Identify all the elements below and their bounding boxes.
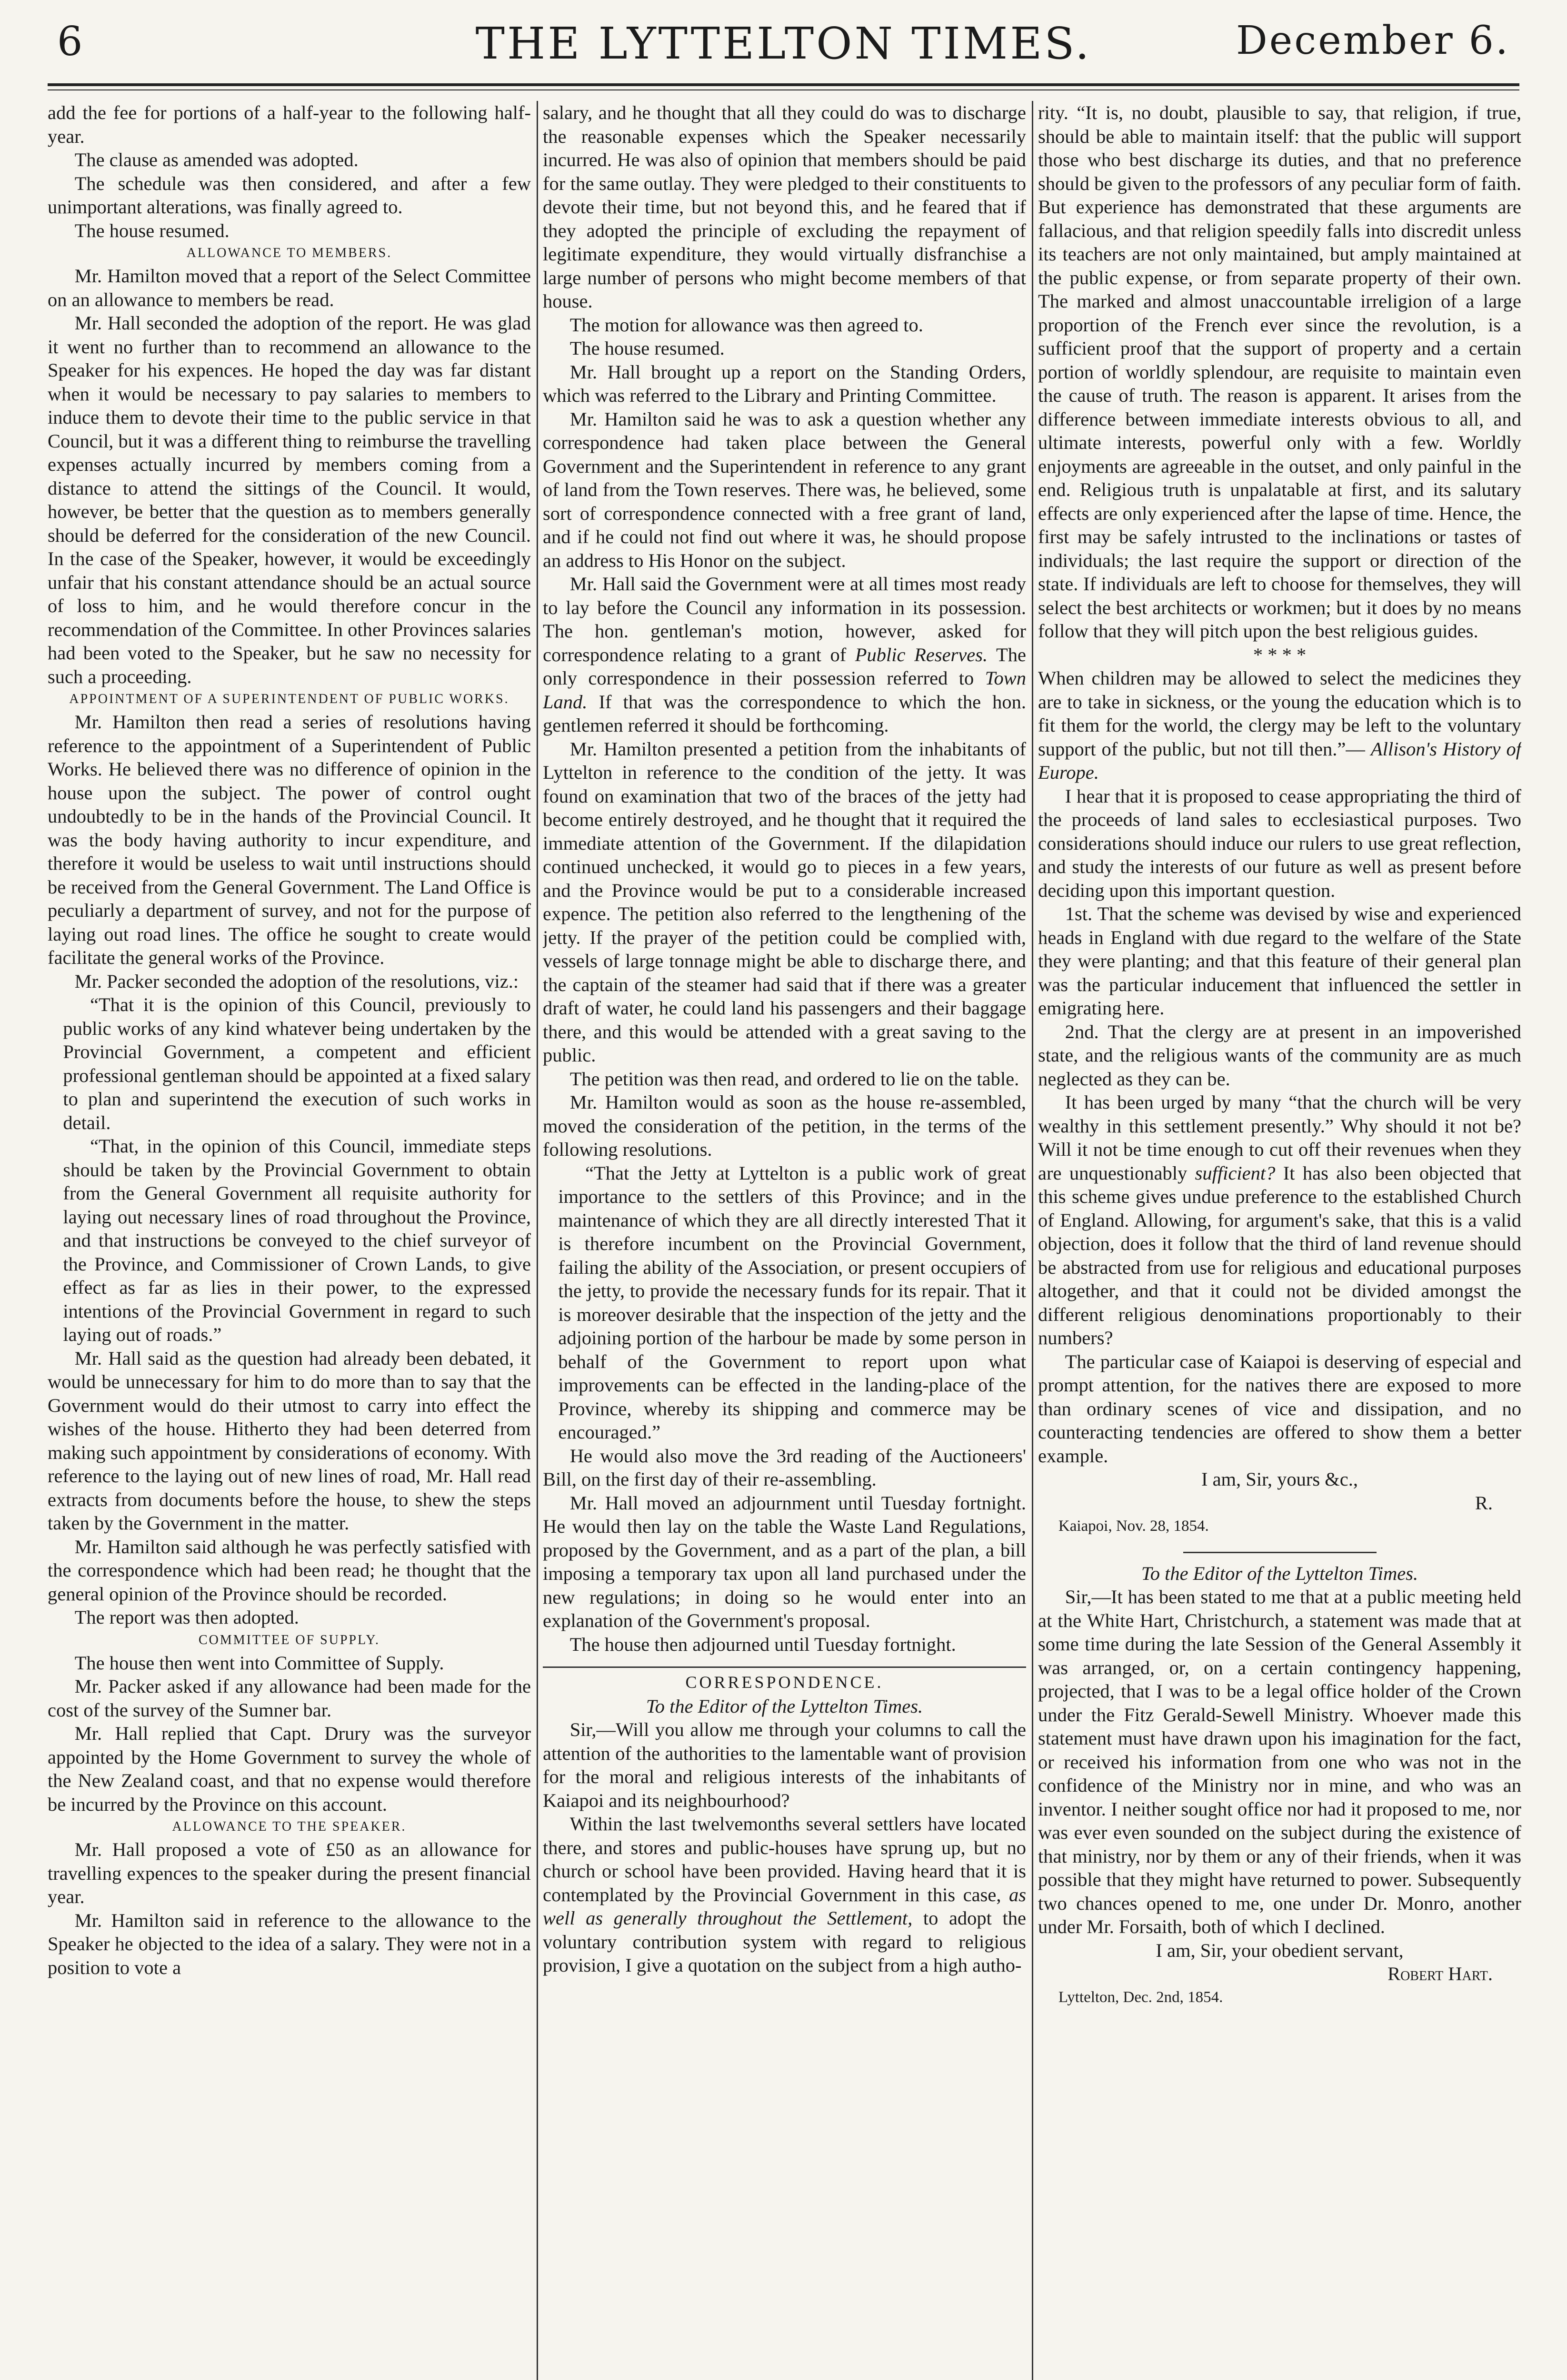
column-divider bbox=[1032, 101, 1033, 2380]
letter-salutation-heading: To the Editor of the Lyttelton Times. bbox=[1141, 1562, 1418, 1584]
letter-paragraph: 1st. That the scheme was devised by wise and experienced heads in England with due regard to the welfare of the State they were planting; and that this feature of their general plan was the particular inducement that influenced the settler in emigrating here. bbox=[1038, 903, 1521, 1019]
resolution-quote: “That the Jetty at Lyttelton is a public work of great importance to the settlers of this Province; and in the maintenance of which they are all directly interested That it is therefore incumbent on the Provincial Government, failing the ability of the Association, or present occupiers of the jetty, to provide the necessary funds for its repair. That it is moreover desirable that the inspection of the jetty and the adjoining portion of the harbour be made by some person in behalf of the Government to report upon what improvements can be effected in the landing-place of the Province, whereby its shipping and commerce may be encouraged.” bbox=[558, 1162, 1026, 1443]
paragraph: The report was then adopted. bbox=[74, 1606, 299, 1628]
column-divider bbox=[537, 101, 538, 2380]
section-heading: COMMITTEE OF SUPPLY. bbox=[198, 1632, 380, 1647]
letter-paragraph: It has been urged by many “that the church will be very wealthy in this settlement presently.” Why should it not be? Will it not be time enough to cut off their revenues when they are unquestionably sufficient? It has also been objected that this scheme gives undue preference to the established Church of England. Allowing, for argument's sake, that this is a valid objection, does it follow that the third of land revenue should be abstracted from use for religious and educational purposes altogether, and that it could not be divided amongst the different religious denominations proportionably to their numbers? bbox=[1038, 1091, 1521, 1349]
column-2 bbox=[543, 101, 1026, 2380]
letter-paragraph: The particular case of Kaiapoi is deserving of especial and prompt attention, for the natives there are exposed to more than ordinary scenes of vice and dissipation, and no counteracting tendencies are offered to show them a better example. bbox=[1038, 1350, 1521, 1467]
letter-place-date: Kaiapoi, Nov. 28, 1854. bbox=[1058, 1517, 1209, 1535]
paragraph: Mr. Hall brought up a report on the Standing Orders, which was referred to the Library and Printing Committee. bbox=[543, 361, 1026, 406]
letter-paragraph: Sir,—Will you allow me through your columns to call the attention of the authorities to the lamentable want of provision for the moral and religious interests of the inhabitants of Kaiapoi and its neighbourhood? bbox=[543, 1719, 1026, 1811]
paragraph: He would also move the 3rd reading of the Auctioneers' Bill, on the first day of their re-assembling. bbox=[543, 1445, 1026, 1490]
paragraph: Mr. Hall moved an adjournment until Tuesday fortnight. He would then lay on the table the Waste Land Regulations, proposed by the Government, and as a part of the plan, a bill imposing a temporary tax upon all land purchased under the new regulations; in doing so he would enter into an explanation of the Government's proposal. bbox=[543, 1492, 1026, 1631]
paragraph: Mr. Hamilton said in reference to the allowance to the Speaker he objected to the idea of a salary. They were not in a position to vote a bbox=[48, 1909, 531, 1978]
letter-separator bbox=[1183, 1552, 1377, 1553]
correspondence-heading: CORRESPONDENCE. bbox=[685, 1673, 884, 1692]
letter-closing: I am, Sir, your obedient servant, bbox=[1156, 1939, 1404, 1961]
issue-date: December 6. bbox=[1236, 18, 1510, 63]
paragraph: The motion for allowance was then agreed to. bbox=[569, 314, 923, 336]
letter-paragraph: Sir,—It has been stated to me that at a public meeting held at the White Hart, Christchurch, a statement was made that at some time during the late Session of the General Assembly it was arranged, or, on a certain contingency happening, projected, that I was to be a legal office holder of the Crown under the Fitz Gerald-Sewell Ministry. Whoever made this statement must have drawn upon his imagination for the fact, or received his information from one who was not in the confidence of the Ministry nor in mine, and who was an inventor. I neither sought office nor had it proposed to me, nor was ever even sounded on the subject during the existence of that ministry, nor by them or any of their friends, when it was possible that they might have returned to power. Subsequently two chances opened to me, one under Dr. Monro, another under Mr. Forsaith, both of which I declined. bbox=[1038, 1586, 1521, 1937]
paragraph: Mr. Hamilton presented a petition from the inhabitants of Lyttelton in reference to the condition of the jetty. It was found on examination that two of the braces of the jetty had become entirely destroyed, and he thought that it required the immediate attention of the Government. If the dilapidation continued unchecked, it would go to pieces in a few years, and the Province would be put to a considerable increased expence. The petition also referred to the lengthening of the jetty. If the prayer of the petition could be complied with, vessels of large tonnage might be able to discharge there, and the captain of the steamer had said that if there was a greater draft of water, he could land his passengers and their baggage there, and this would be attended with a great saving to the public. bbox=[543, 738, 1026, 1066]
paragraph: salary, and he thought that all they could do was to discharge the reasonable expenses which the Speaker necessarily incurred. He was also of opinion that members should be paid for the same outlay. They were pledged to their constituents to devote their time, but not beyond this, and he feared that if they adopted the principle of excluding the repayment of legitimate expenditure, they would virtually disfranchise a large number of persons who might become members of that house. bbox=[543, 102, 1026, 312]
letter-signature: Robert Hart. bbox=[1387, 1963, 1493, 1984]
letter-paragraph: I hear that it is proposed to cease appropriating the third of the proceeds of land sales to ecclesiastical purposes. Two considerations should induce our rulers to use great reflection, and study the interests of our future as well as present before deciding upon this important question. bbox=[1038, 785, 1521, 901]
letter-paragraph: rity. “It is, no doubt, plausible to say, that religion, if true, should be able to maintain itself: that the public will support those who best discharge its duties, and that no preference should be given to the professors of any peculiar form of faith. But experience has demonstrated that these arguments are fallacious, and that religion speedily falls into discredit unless its teachers are not only maintained, but amply maintained at the public expense, or from separate property of their own. The marked and almost unaccountable irreligion of a large proportion of the French ever since the revolution, is a sufficient proof that the support of property and a certain portion of worldly splendour, are requisite to maintain even the cause of truth. The reason is apparent. It arises from the difference between immediate interests obvious to all, and ultimate interests, powerful only with a few. Worldly enjoyments are agreeable in the outset, and only painful in the end. Religious truth is unpalatable at first, and its salutary effects are only experienced after the lapse of time. Hence, the first may be safely intrusted to the inclinations or tastes of individuals; the last require the support or direction of the state. If individuals are left to choose for themselves, they will select the best architects or workmen; but it does by no means follow that they will pitch upon the best religious guides. bbox=[1038, 102, 1521, 642]
section-heading: ALLOWANCE TO THE SPEAKER. bbox=[172, 1819, 407, 1834]
letter-place-date: Lyttelton, Dec. 2nd, 1854. bbox=[1058, 1988, 1223, 2006]
letter-signature: R. bbox=[1475, 1492, 1493, 1514]
letter-salutation-heading: To the Editor of the Lyttelton Times. bbox=[646, 1695, 923, 1717]
paragraph: The house then adjourned until Tuesday fortnight. bbox=[569, 1633, 956, 1655]
paragraph: Mr. Hall said the Government were at all times most ready to lay before the Council any information in its possession. The hon. gentleman's motion, however, asked for correspondence relating to a grant of Public Reserves. The only correspondence in their possession referred to Town Land. If that was the correspondence to which the hon. gentlemen referred it should be forthcoming. bbox=[543, 573, 1026, 736]
paragraph: Mr. Hamilton moved that a report of the Select Committee on an allowance to members be read. bbox=[48, 265, 531, 310]
section-heading: APPOINTMENT OF A SUPERINTENDENT OF PUBLIC WORKS. bbox=[69, 692, 509, 706]
paragraph: The schedule was then considered, and after a few unimportant alterations, was finally agreed to. bbox=[48, 172, 531, 218]
letter-paragraph: When children may be allowed to select the medicines they are to take in sickness, or the young the education which is to fit them for the world, the clergy may be left to the voluntary support of the public, but not till then.”— Allison's History of Europe. bbox=[1038, 667, 1521, 783]
letter-closing: I am, Sir, yours &c., bbox=[1201, 1468, 1358, 1490]
paragraph: Mr. Hamilton said although he was perfectly satisfied with the correspondence which had been read; he thought that the general opinion of the Province should be recorded. bbox=[48, 1536, 531, 1605]
section-rule bbox=[543, 1666, 1026, 1668]
masthead bbox=[48, 14, 1519, 81]
paragraph: Mr. Hall proposed a vote of £50 as an allowance for travelling expences to the speaker during the present financial year. bbox=[48, 1839, 531, 1907]
paragraph: The house resumed. bbox=[74, 219, 230, 241]
resolution-quote: “That it is the opinion of this Council, previously to public works of any kind whatever being undertaken by the Provincial Government, a competent and efficient professional gentleman should be appointed at a fixed salary to plan and superintend the execution of such works in detail. bbox=[63, 994, 531, 1133]
paragraph: Mr. Hall seconded the adoption of the report. He was glad it went no further than to recommend an allowance to the Speaker for his expences. He hoped the day was far distant when it would be necessary to pay salaries to members to induce them to devote their time to the public service in that Council, but it was a different thing to reimburse the travelling expenses actually incurred by members coming from a distance to attend the sittings of the Council. It would, however, be better that the question as to members generally should be deferred for the consideration of the new Council. In the case of the Speaker, however, it would be exceedingly unfair that his constant attendance should be an actual source of loss to him, and he would therefore concur in the recommendation of the Committee. In other Provinces salaries had been voted to the Speaker, but he saw no necessity for such a proceeding. bbox=[48, 312, 531, 687]
column-3 bbox=[1038, 101, 1521, 2380]
masthead-rule-thin bbox=[48, 89, 1519, 90]
paragraph: Mr. Packer asked if any allowance had been made for the cost of the survey of the Sumner bar. bbox=[48, 1676, 531, 1721]
letter-paragraph: 2nd. That the clergy are at present in an impoverished state, and the religious wants of the community are as much neglected as they can be. bbox=[1038, 1021, 1521, 1090]
newspaper-title: THE LYTTELTON TIMES. bbox=[475, 18, 1092, 69]
page-number: 6 bbox=[57, 18, 83, 65]
ellipsis-stars: * * * * bbox=[1253, 644, 1307, 665]
letter-paragraph: Within the last twelvemonths several settlers have located there, and stores and public-houses have sprung up, but no church or school have been provided. Having heard that it is contemplated by the Provincial Government in this case, as well as generally throughout the Settlement, to adopt the voluntary contribution system with regard to religious provision, I give a quotation on the subject from a high autho- bbox=[543, 1813, 1026, 1976]
paragraph: Mr. Hamilton then read a series of resolutions having reference to the appointment of a Superintendent of Public Works. He believed there was no difference of opinion in the house upon the subject. The power of control ought undoubtedly to be in the hands of the Provincial Council. It was the body having authority to incur expenditure, and therefore it would be useless to wait until instructions should be received from the General Government. The Land Office is peculiarly a department of survey, and not for the purpose of laying out road lines. The office he sought to create would facilitate the general works of the Province. bbox=[48, 711, 531, 968]
resolution-quote: “That, in the opinion of this Council, immediate steps should be taken by the Provincial Government to obtain from the General Government all requisite authority for laying out necessary lines of road throughout the Province, and that instructions be conveyed to the chief surveyor of the Province, and Commissioner of Crown Lands, to give effect as far as lies in their power, to the expressed intentions of the Provincial Government in regard to such laying out of roads.” bbox=[63, 1135, 531, 1345]
paragraph: add the fee for portions of a half-year to the following half-year. bbox=[48, 102, 531, 147]
masthead-rule bbox=[48, 83, 1519, 86]
paragraph: The house then went into Committee of Supply. bbox=[74, 1652, 444, 1674]
paragraph: Mr. Hall replied that Capt. Drury was the surveyor appointed by the Home Government to survey the whole of the New Zealand coast, and that no expense would therefore be incurred by the Province on this account. bbox=[48, 1723, 531, 1815]
paragraph: Mr. Hamilton said he was to ask a question whether any correspondence had taken place between the General Government and the Superintendent in reference to any grant of land from the Town reserves. There was, he believed, some sort of correspondence connected with a free grant of land, and if he could not find out where it was, he should propose an address to His Honor on the subject. bbox=[543, 408, 1026, 571]
paragraph: The clause as amended was adopted. bbox=[74, 149, 359, 170]
paragraph: The petition was then read, and ordered to lie on the table. bbox=[569, 1068, 1019, 1090]
column-1 bbox=[48, 101, 531, 2380]
paragraph: Mr. Hall said as the question had already been debated, it would be unnecessary for him to do more than to say that the Government would do their utmost to carry into effect the wishes of the house. Hitherto they had been deterred from making such appointment by considerations of economy. With reference to the laying out of new lines of road, Mr. Hall read extracts from documents before the house, to shew the steps taken by the Government in the matter. bbox=[48, 1347, 531, 1534]
paragraph: The house resumed. bbox=[569, 337, 725, 359]
paragraph: Mr. Hamilton would as soon as the house re-assembled, moved the consideration of the petition, in the terms of the following resolutions. bbox=[543, 1091, 1026, 1160]
paragraph: Mr. Packer seconded the adoption of the resolutions, viz.: bbox=[74, 970, 519, 992]
section-heading: ALLOWANCE TO MEMBERS. bbox=[186, 246, 392, 260]
